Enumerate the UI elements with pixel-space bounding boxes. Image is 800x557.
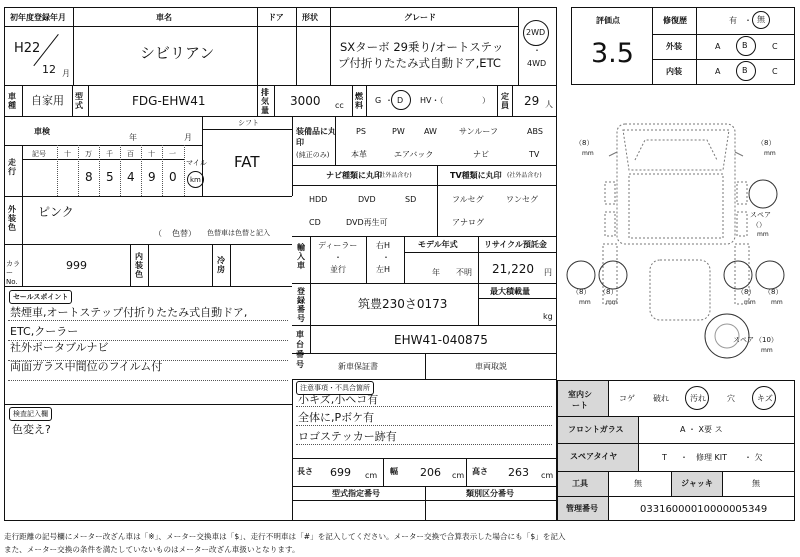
exterior-label: 外装 <box>666 42 682 51</box>
import-dealer: ディーラー <box>318 241 358 250</box>
interior-a: A <box>715 67 721 76</box>
mileage-label: 走行 <box>8 158 16 176</box>
spare-tire-label: スペアタイヤ <box>570 452 618 461</box>
first-reg-label: 初年度登録年月 <box>10 13 66 22</box>
unit-hyaku: 百 <box>127 150 134 158</box>
sales-point-3: 社外ポータブルナビ <box>10 341 109 354</box>
vehicle-manual: 車両取説 <box>475 362 507 371</box>
color-no-value: 999 <box>66 259 87 272</box>
color-change: 色替） <box>172 229 196 238</box>
mileage-digit-5: 0 <box>169 170 177 184</box>
height-label: 高さ <box>472 467 488 476</box>
mileage-digit-3: 4 <box>127 170 135 184</box>
interior-sheet-label: 室内シート <box>568 390 592 410</box>
import-right-h: 右H <box>376 241 391 250</box>
import-dot: ・ <box>334 253 342 262</box>
color-paren: （ <box>154 229 162 238</box>
sales-point-2: ETC,クーラー <box>10 325 79 338</box>
spare-bottom-paren: （10） <box>755 336 778 344</box>
import-parallel: 並行 <box>330 265 346 274</box>
max-load-unit: kg <box>543 312 553 321</box>
shift-label: シフト <box>238 119 259 127</box>
model-label: 型式 <box>75 92 83 110</box>
fuel-label: 燃料 <box>355 92 363 110</box>
equip-tv: TV <box>529 150 540 159</box>
spare-missing: ・ 欠 <box>744 453 763 462</box>
warranty-book: 新車保証書 <box>338 362 378 371</box>
cc-unit: cc <box>335 101 344 110</box>
length-unit: cm <box>365 471 378 480</box>
tv-oneseg: ワンセグ <box>506 195 538 204</box>
chassis-label: 車台番号 <box>296 330 304 369</box>
repair-label: 修復歴 <box>663 16 687 25</box>
mile-label: マイル <box>186 159 207 167</box>
sheet-hole: 穴 <box>727 394 735 403</box>
tire-depth-rr: 8 <box>744 288 749 296</box>
tv-label: TV種類に丸印 <box>450 171 502 180</box>
shift-value: FAT <box>234 153 260 171</box>
car-name: シビリアン <box>140 44 215 62</box>
tire-label-lf: （8） <box>575 139 594 147</box>
sales-point-1: 禁煙車,オートステップ付折りたたみ式自動ドア, <box>10 306 248 319</box>
tire-depth-rf: 8 <box>764 139 769 147</box>
tire-label-rf: （8） <box>757 139 776 147</box>
fuel-close: ） <box>482 96 490 105</box>
note-2: 全体に,Pボケ有 <box>298 411 375 424</box>
spare-bottom-unit: mm <box>761 347 773 354</box>
repair-yes: 有 <box>729 16 737 25</box>
width-value: 206 <box>420 466 441 479</box>
symbol-label: 記号 <box>32 150 46 158</box>
nav-cd: CD <box>309 218 321 227</box>
equipment-sub: (純正のみ) <box>296 151 330 159</box>
tv-analog: アナログ <box>452 218 484 227</box>
drive-2wd: 2WD <box>526 28 546 37</box>
spare-top-paren: （） <box>752 221 766 229</box>
fuel-g: G <box>375 96 382 105</box>
usage: 自家用 <box>31 94 64 107</box>
equip-aw: AW <box>424 127 437 136</box>
equip-leather: 本革 <box>351 150 367 159</box>
width-label: 幅 <box>390 467 398 476</box>
equip-ps: PS <box>356 127 366 136</box>
interior-label: 内装 <box>666 67 682 76</box>
jack-value: 無 <box>752 479 760 488</box>
registration-label: 登録番号 <box>297 287 305 323</box>
mgmt-value: 03316000010000005349 <box>640 504 768 515</box>
drive-4wd: 4WD <box>527 59 547 68</box>
interior-c: C <box>772 67 778 76</box>
windshield-label: フロントガラス <box>568 425 624 434</box>
grade-line-1: SXターボ 29乗り/オートステッ <box>340 40 504 54</box>
color-no-label: カラーNo. <box>6 260 20 286</box>
inspector-text: 色変え? <box>12 423 51 436</box>
equip-abs: ABS <box>527 127 543 136</box>
spare-top-label: スペア <box>750 211 771 219</box>
mileage-digit-2: 5 <box>106 170 114 184</box>
unit-sen: 千 <box>106 150 113 158</box>
type-number-label: 型式指定番号 <box>332 489 380 498</box>
tools-value: 無 <box>634 479 642 488</box>
equipment-label: 装備品に丸印 <box>296 127 336 147</box>
chassis-value: EHW41-040875 <box>394 333 488 347</box>
door-label: ドア <box>268 13 284 22</box>
unit-man: 万 <box>85 150 92 158</box>
spare-dot: ・ <box>680 453 688 462</box>
tools-label: 工具 <box>572 479 588 488</box>
repair-dot: ・ <box>744 16 752 25</box>
unit-ju: 十 <box>148 150 155 158</box>
spare-t: T <box>662 453 667 462</box>
equip-pw: PW <box>392 127 405 136</box>
nav-hdd: HDD <box>309 195 328 204</box>
tire-depth-lf: 8 <box>582 139 587 147</box>
first-reg-era: H22 <box>14 41 41 56</box>
exterior-c: C <box>772 42 778 51</box>
tire-depth-lr2: 8 <box>606 288 611 296</box>
import-dot-2: ・ <box>382 253 390 262</box>
displacement-label: 排気量 <box>261 88 269 115</box>
tire-right-rear <box>756 261 784 289</box>
width-unit: cm <box>452 471 465 480</box>
recycle-value: 21,220 <box>492 262 534 276</box>
nav-dvd-play: DVD再生可 <box>346 218 388 227</box>
windshield-value: A ・ X要 ス <box>680 425 723 434</box>
sheet-dirt: 汚れ <box>690 394 706 403</box>
model-year-label: モデル年式 <box>418 240 458 249</box>
exterior-b: B <box>742 41 748 50</box>
displacement: 3000 <box>290 94 321 108</box>
car-name-label: 車名 <box>156 13 172 22</box>
capacity-unit: 人 <box>545 100 553 109</box>
note-3: ロゴステッカー跡有 <box>298 430 397 443</box>
max-load-label: 最大積載量 <box>490 287 530 296</box>
nav-sub: (社外品含む) <box>377 172 412 179</box>
tire-label-rr2: （8） <box>764 288 783 296</box>
equip-airbag: エアバック <box>394 150 434 159</box>
length-value: 699 <box>330 466 351 479</box>
height-unit: cm <box>541 471 554 480</box>
jack-label: ジャッキ <box>681 479 713 488</box>
score-label: 評価点 <box>596 16 620 25</box>
nav-sd: SD <box>405 195 417 204</box>
sheet-tear: 破れ <box>653 394 669 403</box>
inspection-month: 月 <box>184 133 192 142</box>
notes-label: 注意事項・不具合箇所 <box>296 381 374 395</box>
length-label: 長さ <box>297 467 313 476</box>
shape-label: 形状 <box>302 13 318 22</box>
sales-point-4: 両面ガラス中間位のフイルム付 <box>10 360 163 373</box>
class-number-label: 類別区分番号 <box>466 489 514 498</box>
tire-left-front <box>567 261 595 289</box>
equip-sunroof: サンルーフ <box>459 127 498 136</box>
month-unit: 月 <box>62 69 70 78</box>
spare-tire-top <box>749 180 777 208</box>
tire-label-lr: （8） <box>572 288 591 296</box>
tire-unit-lr2: mm <box>606 299 618 306</box>
fuel-d: D <box>397 96 404 105</box>
evaluation-score: 3.5 <box>591 38 634 69</box>
tv-fullseg: フルセグ <box>452 195 484 204</box>
equip-navi: ナビ <box>473 150 489 159</box>
height-value: 263 <box>508 466 529 479</box>
spare-top-unit: mm <box>757 231 769 238</box>
spare-kit: 修理 KIT <box>696 453 728 462</box>
color-label: 外装色 <box>8 205 16 232</box>
fuel-hv: HV・（ <box>420 96 444 105</box>
usage-label: 車種 <box>8 92 16 110</box>
model-year-unknown: 不明 <box>456 268 472 277</box>
recycle-label: リサイクル預託金 <box>484 240 547 249</box>
spare-bottom-depth: 10 <box>762 336 771 344</box>
tire-unit-lf: mm <box>582 150 594 157</box>
interior-b: B <box>742 66 748 75</box>
first-reg-month: 12 <box>42 63 56 76</box>
model-year-year: 年 <box>432 268 440 277</box>
km-unit: km <box>190 176 201 184</box>
unit-ichi: 一 <box>169 150 176 158</box>
footer-line-1: 走行距離の記号欄にメーター改ざん車は「※」、メーター交換車は「$」、走行不明車は「#」を記入してください。メーター交換で合算表示した場合にも「$」を記入 <box>4 532 566 541</box>
drive-dot: ・ <box>533 46 541 55</box>
mileage-digit-4: 9 <box>148 170 156 184</box>
spare-bottom-label: スペア <box>733 336 754 344</box>
mgmt-label: 管理番号 <box>566 504 598 513</box>
tv-sub: (社外品含む) <box>507 172 542 179</box>
sheet-burn: コゲ <box>619 394 635 403</box>
mileage-digit-1: 8 <box>85 170 93 184</box>
nav-dvd: DVD <box>358 195 376 204</box>
inspection-label: 車検 <box>34 127 50 136</box>
sales-points-label: セールスポイント <box>9 290 72 304</box>
registration-value: 筑豊230さ0173 <box>358 297 448 311</box>
footer-line-2: また、メーター交換の条件を満たしていないものはメーター改ざん車扱いとなります。 <box>4 545 300 554</box>
import-label: 輸入車 <box>297 243 305 270</box>
tire-unit-rf: mm <box>764 150 776 157</box>
recycle-unit: 円 <box>544 268 552 277</box>
tire-unit-rr2: mm <box>771 299 783 306</box>
inspector-label: 検査記入欄 <box>9 407 52 421</box>
tire-unit-lr: mm <box>579 299 591 306</box>
unit-ten-man: 十 <box>64 150 71 158</box>
capacity: 29 <box>524 94 540 108</box>
grade-line-2: プ付折りたたみ式自動ドア,ETC <box>338 56 501 70</box>
model: FDG-EHW41 <box>132 94 206 108</box>
fuel-dot: ・ <box>385 96 393 105</box>
tire-label-lr2: （8） <box>599 288 618 296</box>
tire-depth-rr2: 8 <box>771 288 776 296</box>
tire-label-rr: （8） <box>737 288 756 296</box>
color-value: ピンク <box>38 205 74 219</box>
interior-color-label: 内装色 <box>135 252 143 279</box>
aircon-label: 冷房 <box>217 256 225 274</box>
tire-depth-lr: 8 <box>579 288 584 296</box>
exterior-a: A <box>715 42 721 51</box>
note-1: 小キズ,小ヘコ有 <box>298 393 379 406</box>
nav-label: ナビ種類に丸印 <box>326 171 382 180</box>
sheet-scratch: キズ <box>757 394 773 403</box>
tire-right-front <box>724 261 752 289</box>
tire-unit-rr: mm <box>744 299 756 306</box>
grade-label: グレード <box>404 13 436 22</box>
capacity-label: 定員 <box>501 92 509 110</box>
import-left-h: 左H <box>376 265 391 274</box>
inspection-year: 年 <box>129 133 137 142</box>
color-note: 色替車は色替と記入 <box>207 229 270 237</box>
repair-no: 無 <box>757 15 765 24</box>
